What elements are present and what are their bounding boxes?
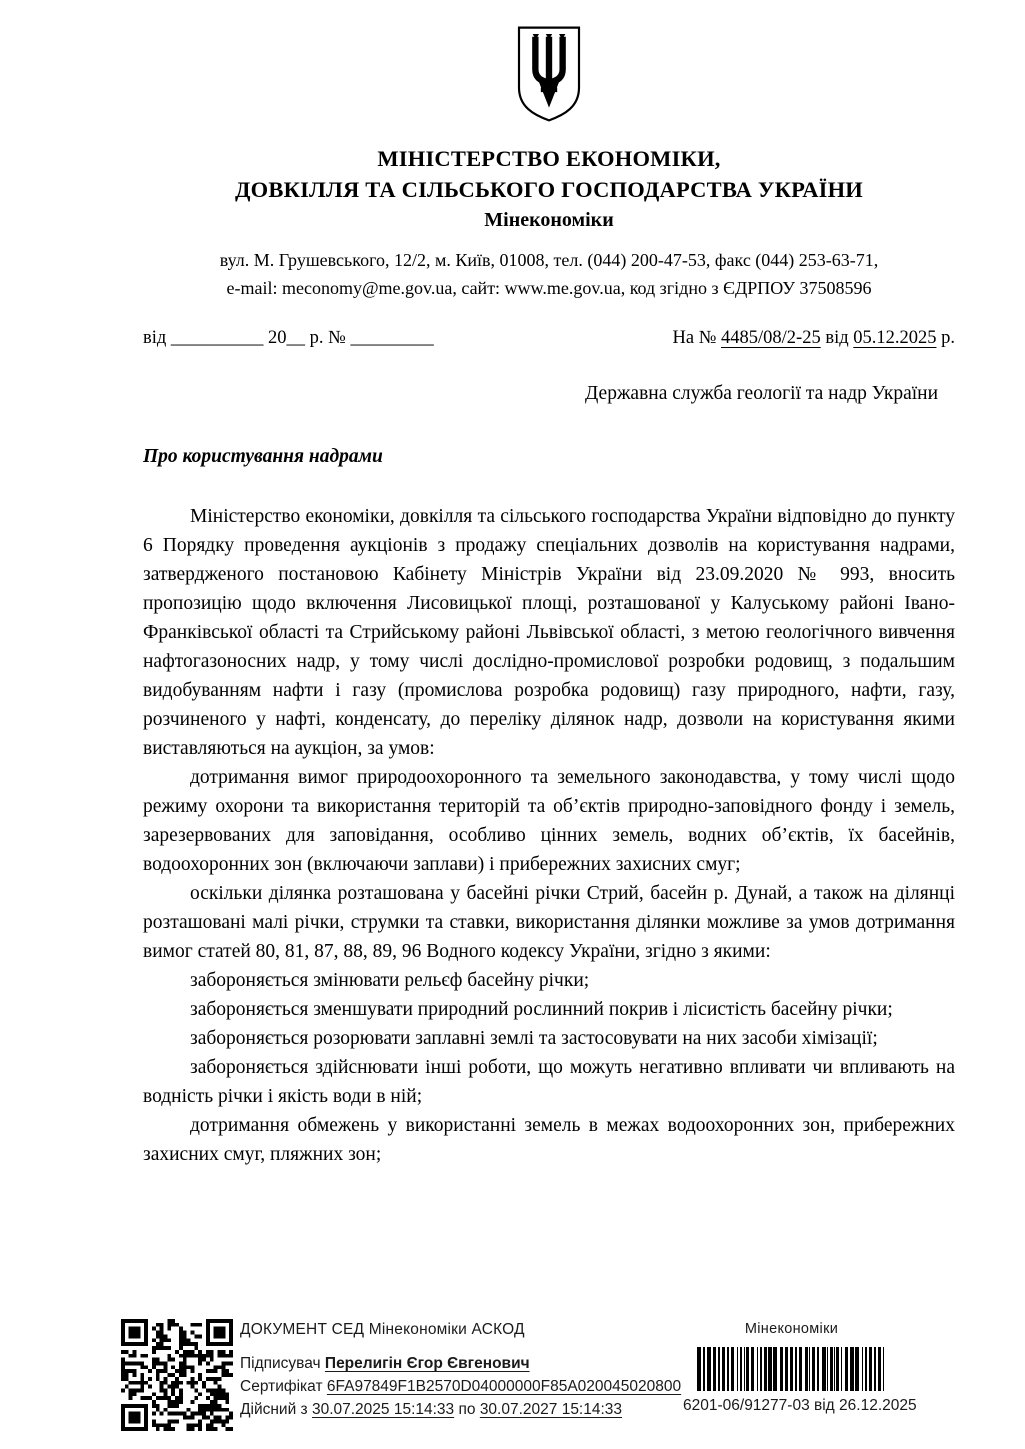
body-paragraph: забороняється розорювати заплавні землі та застосовувати на них засоби хімізації;	[190, 1028, 878, 1049]
incoming-reference-number: 4485/08/2-25	[721, 328, 821, 348]
ministry-short-name: Мінекономіки	[484, 209, 614, 231]
reference-row	[143, 328, 955, 349]
certificate-value: 6FA97849F1B2570D04000000F85A020045020800	[326, 1378, 682, 1395]
emblem-container	[143, 0, 955, 129]
registration-number: 6201-06/91277-03 від 26.12.2025	[683, 1397, 917, 1414]
subject-line: Про користування надрами	[143, 446, 383, 467]
ministry-title-line2: ДОВКІЛЛЯ ТА СІЛЬСЬКОГО ГОСПОДАРСТВА УКРАЇНИ	[235, 177, 863, 202]
ministry-title-line1: МІНІСТЕРСТВО ЕКОНОМІКИ,	[377, 146, 721, 171]
registration-block	[683, 1321, 917, 1415]
body-paragraph: Міністерство економіки, довкілля та сільського господарства України відповідно до пункту 6 Порядку проведення аукціонів з продажу спеціальних дозволів на користування надрами, затвердженого постановою Кабінету Міністрів України від 23.09.2020 № 993, вносить пропозицію щодо включення Лисовицької площі, розташованої у Калуському районі Івано-Франківської області та Стрийському районі Львівської області, з метою геологічного вивчення нафтогазоносних надр, у тому числі дослідно-промислової розробки родовищ, з подальшим видобуванням нафти і газу (промислова розробка родовищ) газу природного, нафти, газу, розчиненого у нафті, конденсату, до переліку ділянок надр, дозволи на користування якими виставляються на аукціон, за умов:	[143, 506, 955, 759]
addressee-block: Державна служба геології та надр України	[585, 383, 939, 404]
body-paragraph: дотримання обмежень у використанні земель в межах водоохоронних зон, прибережних захисних смуг, пляжних зон;	[143, 1115, 955, 1165]
validity-label: Дійсний з	[240, 1401, 308, 1418]
valid-to-date: 30.07.2027 15:14:33	[479, 1401, 623, 1418]
tryzub-coat-of-arms-icon	[512, 111, 586, 128]
outgoing-reference-blank: від __________ 20__ р. № _________	[143, 328, 434, 348]
body-paragraph: забороняється зменшувати природний рослинний покрив і лісистість басейну річки;	[190, 999, 893, 1020]
incoming-reference-date: 05.12.2025	[853, 328, 937, 348]
signer-name: Перелигін Єгор Євгенович	[324, 1355, 530, 1372]
barcode-icon	[683, 1347, 900, 1391]
signature-footer	[0, 1313, 1025, 1449]
qr-code-icon	[121, 1319, 233, 1431]
digital-signature-block	[240, 1321, 681, 1421]
body-paragraph: оскільки ділянка розташована у басейні річки Стрий, басейн р. Дунай, а також на ділянці розташовані малі річки, струмки та ставки, використання ділянки можливе за умов дотримання вимог статей 80, 81, 87, 88, 89, 96 Водного кодексу України, згідно з якими:	[143, 883, 955, 962]
incoming-reference-prefix: На №	[672, 328, 717, 348]
contact-info	[143, 246, 955, 302]
incoming-reference	[673, 328, 955, 349]
certificate-row	[240, 1375, 681, 1398]
body-paragraph: забороняється змінювати рельєф басейну річки;	[190, 970, 590, 991]
sed-system-label: ДОКУМЕНТ СЕД Мінекономіки АСКОД	[240, 1321, 525, 1338]
ministry-title	[143, 143, 955, 205]
contact-line-email: e-mail: meconomy@me.gov.ua, сайт: www.me.gov.ua, код згідно з ЄДРПОУ 37508596	[226, 278, 872, 298]
contact-line-address: вул. М. Грушевського, 12/2, м. Київ, 01008, тел. (044) 200-47-53, факс (044) 253-63-71,	[219, 250, 879, 270]
signer-label: Підписувач	[240, 1355, 321, 1372]
signer-row	[240, 1352, 681, 1375]
incoming-reference-mid: від	[825, 328, 849, 348]
valid-from-date: 30.07.2025 15:14:33	[311, 1401, 455, 1418]
body-paragraph: забороняється здійснювати інші роботи, що можуть негативно впливати чи впливають на водність річки і якість води в ній;	[143, 1057, 955, 1107]
registration-org-name: Мінекономіки	[744, 1321, 839, 1337]
certificate-label: Сертифікат	[240, 1378, 323, 1395]
letter-body	[143, 502, 955, 1169]
body-paragraph: дотримання вимог природоохоронного та земельного законодавства, у тому числі щодо режиму охорони та використання територій та об’єктів природно-заповідного фонду і земель, зарезервованих для заповідання, особливо цінних земель, водних об’єктів, їх басейнів, водоохоронних зон (включаючи заплави) і прибережних захисних смуг;	[143, 767, 955, 875]
validity-mid: по	[458, 1401, 476, 1418]
incoming-reference-suffix: р.	[941, 328, 955, 348]
validity-row	[240, 1398, 681, 1421]
